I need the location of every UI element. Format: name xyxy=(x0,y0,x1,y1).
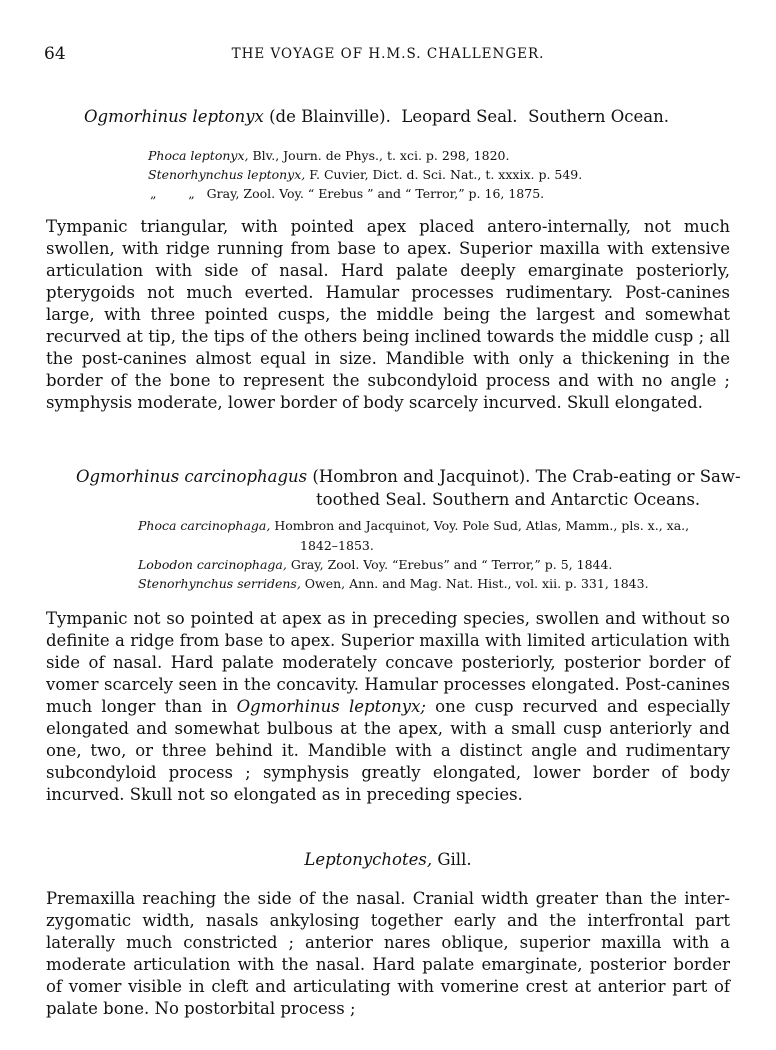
synonym-reference: Gray, Zool. Voy. “Erebus” and “ Terror,” p. 5, 1844. xyxy=(290,557,613,572)
synonym-name: Phoca leptonyx, xyxy=(148,148,249,163)
species-range: Southern Ocean. xyxy=(528,107,669,126)
synonym-reference: Gray, Zool. Voy. “ Erebus ” and “ Terror,” p. 16, 1875. xyxy=(206,186,545,201)
synonym-name: Stenorhynchus leptonyx, xyxy=(148,167,306,182)
description-paragraph xyxy=(46,608,730,806)
synonym-line xyxy=(148,146,509,165)
species-authority: (de Blainville). xyxy=(269,107,391,126)
description-species-ref: Ogmorhinus leptonyx; xyxy=(236,697,426,716)
synonym-reference: Hombron and Jacquinot, Voy. Pole Sud, Atlas, Mamm., pls. x., xa., xyxy=(274,518,690,533)
species-heading-leopard-seal xyxy=(84,106,669,128)
synonym-reference: Owen, Ann. and Mag. Nat. Hist., vol. xii. p. 331, 1843. xyxy=(304,576,649,591)
description-text: Tympanic not so pointed at apex as in preceding species, swollen and without so definite a ridge from base to apex. Superior maxilla with limited articulation with side of nasal. Hard palate moderately concave posteriorly, posterior border of vomer scarcely seen in the concavity. Hamular processes elongated. Post-canines much longer than in xyxy=(46,609,730,716)
species-common-name: Leopard Seal. xyxy=(401,107,518,126)
page-number: 64 xyxy=(44,44,66,64)
genus-description-paragraph: Premaxilla reaching the side of the nasal. Cranial width greater than the inter-zygomatic width, nasals ankylosing together early and the interfrontal part laterally much constricted ; anterior nares oblique, superior maxilla with a moderate articulation with the nasal. Hard palate emarginate, posterior border of vomer visible in cleft and articulating with vomerine crest at anterior part of palate bone. No postorbital process ; xyxy=(46,889,730,1018)
synonym-line xyxy=(138,574,649,593)
description-text: one cusp recurved and especially elongated and somewhat bulbous at the apex, with a small cusp anteriorly and one, two, or three behind it. Mandible with a distinct angle and rudimentary subcondyloid process ; symphysis greatly elongated, lower border of body incurved. Skull not so elongated as in preceding species. xyxy=(46,697,731,804)
synonym-line xyxy=(148,165,582,184)
genus-name: Leptonychotes, xyxy=(304,850,433,869)
species-name: Ogmorhinus carcinophagus xyxy=(76,467,308,486)
synonym-line xyxy=(138,516,689,535)
synonym-continuation: 1842–1853. xyxy=(300,538,374,553)
running-header xyxy=(0,44,776,66)
synonym-line xyxy=(138,555,612,574)
description-paragraph: Tympanic triangular, with pointed apex placed antero-internally, not much swollen, with ridge running from base to apex. Superior maxilla with extensive articulation with side of nasal. Hard palate deeply emarginate posteriorly, pterygoids not much everted. Hamular processes rudimentary. Post-canines large, with three pointed cusps, the middle being the largest and somewhat recurved at tip, the tips of the others being inclined towards the middle cusp ; all the post-canines almost equal in size. Mandible with only a thickening in the border of the bone to represent the subcondyloid process and with no angle ; symphysis moderate, lower border of body scarcely incurved. Skull elongated. xyxy=(46,217,730,412)
genus-authority: Gill. xyxy=(437,850,472,869)
species-name: Ogmorhinus leptonyx xyxy=(84,107,264,126)
running-title: THE VOYAGE OF H.M.S. CHALLENGER. xyxy=(231,46,545,62)
synonym-name: Phoca carcinophaga, xyxy=(138,518,271,533)
species-heading-continuation: toothed Seal. Southern and Antarctic Oceans. xyxy=(316,490,701,509)
synonym-line xyxy=(150,184,544,203)
species-heading-crab-eating-seal xyxy=(76,466,741,488)
species-heading-text: (Hombron and Jacquinot). The Crab-eating or Saw- xyxy=(312,467,741,486)
synonym-name: Lobodon carcinophaga, xyxy=(138,557,287,572)
synonym-reference: F. Cuvier, Dict. d. Sci. Nat., t. xxxix. p. 549. xyxy=(309,167,583,182)
synonym-reference: Blv., Journ. de Phys., t. xci. p. 298, 1820. xyxy=(252,148,510,163)
genus-heading xyxy=(0,850,776,869)
synonym-name: Stenorhynchus serridens, xyxy=(138,576,301,591)
ditto-marks: „ „ xyxy=(150,186,195,201)
